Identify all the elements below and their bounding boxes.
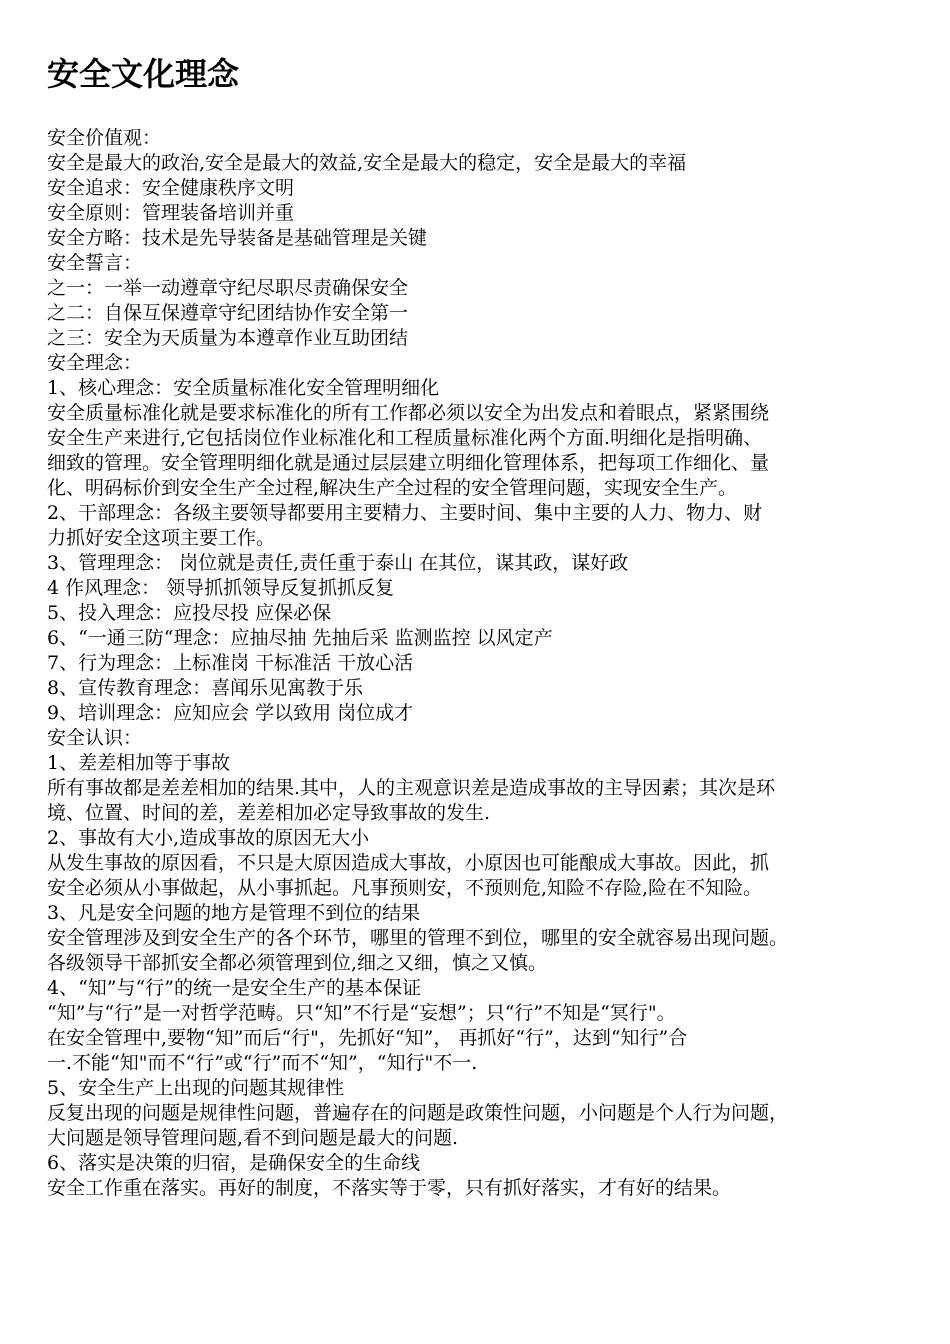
text-line: 一.不能“知"而不“行”或“行”而不“知”，“知行"不一. <box>47 1052 478 1074</box>
text-line: 6、落实是决策的归宿，是确保安全的生命线 <box>47 1152 421 1174</box>
document-page <box>47 52 917 1201</box>
text-line: “知”与“行”是一对哲学范畴。只“知”不行是“妄想”；只“行”不知是“冥行"。 <box>47 1002 676 1024</box>
text-line: 1、差差相加等于事故 <box>47 752 231 774</box>
text-line: 各级领导干部抓安全都必须管理到位,细之又细，慎之又慎。 <box>47 952 548 974</box>
text-line: 6、“一通三防“理念：应抽尽抽 先抽后采 监测监控 以风定产 <box>47 627 553 649</box>
text-line: 之三：安全为天质量为本遵章作业互助团结 <box>47 327 409 349</box>
text-line: 大问题是领导管理问题,看不到问题是最大的问题. <box>47 1127 459 1149</box>
text-line: 安全追求：安全健康秩序文明 <box>47 177 295 199</box>
text-line: 反复出现的问题是规律性问题，普遍存在的问题是政策性问题，小问题是个人行为问题， <box>47 1102 789 1124</box>
text-line: 2、事故有大小,造成事故的原因无大小 <box>47 827 370 849</box>
text-line: 之一：一举一动遵章守纪尽职尽责确保安全 <box>47 277 409 299</box>
text-line: 之二：自保互保遵章守纪团结协作安全第一 <box>47 302 409 324</box>
text-line: 安全方略：技术是先导装备是基础管理是关键 <box>47 227 428 249</box>
text-line: 从发生事故的原因看，不只是大原因造成大事故，小原因也可能酿成大事故。因此，抓 <box>47 852 770 874</box>
text-line: 4、“知”与“行”的统一是安全生产的基本保证 <box>47 977 421 999</box>
text-line: 境、位置、时间的差，差差相加必定导致事故的发生. <box>47 802 491 824</box>
text-line: 8、宣传教育理念：喜闻乐见寓教于乐 <box>47 677 364 699</box>
text-line: 安全工作重在落实。再好的制度，不落实等于零，只有抓好落实，才有好的结果。 <box>47 1177 732 1199</box>
text-line: 安全必须从小事做起，从小事抓起。凡事预则安，不预则危,知险不存险,险在不知险。 <box>47 877 763 899</box>
text-line: 力抓好安全这项主要工作。 <box>47 527 276 549</box>
text-line: 在安全管理中,要物“知”而后“行"，先抓好“知”， 再抓好“行”，达到“知行”合 <box>47 1027 688 1049</box>
text-line: 2、干部理念：各级主要领导都要用主要精力、主要时间、集中主要的人力、物力、财 <box>47 502 763 524</box>
text-line: 安全是最大的政治,安全是最大的效益,安全是最大的稳定，安全是最大的幸福 <box>47 152 687 174</box>
text-line: 3、管理理念： 岗位就是责任,责任重于泰山 在其位，谋其政，谋好政 <box>47 552 629 574</box>
text-line: 9、培训理念：应知应会 学以致用 岗位成才 <box>47 702 414 724</box>
text-line: 1、核心理念：安全质量标准化安全管理明细化 <box>47 377 440 399</box>
document-title: 安全文化理念 <box>47 55 240 93</box>
text-line: 安全质量标准化就是要求标准化的所有工作都必须以安全为出发点和着眼点，紧紧围绕 <box>47 402 770 424</box>
text-line: 3、凡是安全问题的地方是管理不到位的结果 <box>47 902 421 924</box>
text-line: 5、安全生产上出现的问题其规律性 <box>47 1077 345 1099</box>
text-line: 安全认识： <box>47 727 143 749</box>
text-line: 4 作风理念： 领导抓抓领导反复抓抓反复 <box>47 577 395 599</box>
text-line: 安全理念： <box>47 352 143 374</box>
text-line: 安全生产来进行,它包括岗位作业标准化和工程质量标准化两个方面.明细化是指明确、 <box>47 427 763 449</box>
text-line: 安全管理涉及到安全生产的各个环节，哪里的管理不到位，哪里的安全就容易出现问题。 <box>47 927 789 949</box>
document-body <box>47 126 917 1201</box>
text-line: 安全原则：管理装备培训并重 <box>47 202 295 224</box>
text-line: 安全誓言： <box>47 252 143 274</box>
text-line: 安全价值观： <box>47 127 162 149</box>
text-line: 所有事故都是差差相加的结果.其中，人的主观意识差是造成事故的主导因素；其次是环 <box>47 777 776 799</box>
text-line: 细致的管理。安全管理明细化就是通过层层建立明细化管理体系，把每项工作细化、量 <box>47 452 770 474</box>
text-line: 化、明码标价到安全生产全过程,解决生产全过程的安全管理问题，实现安全生产。 <box>47 477 738 499</box>
text-line: 7、行为理念：上标准岗 干标准活 干放心活 <box>47 652 414 674</box>
text-line: 5、投入理念：应投尽投 应保必保 <box>47 602 332 624</box>
